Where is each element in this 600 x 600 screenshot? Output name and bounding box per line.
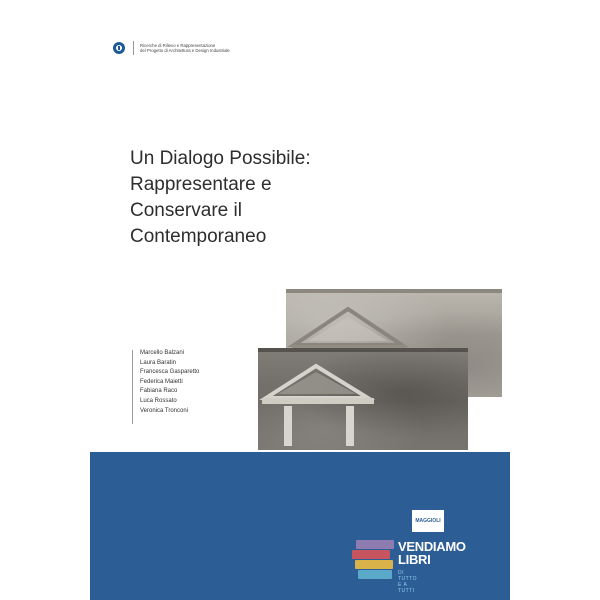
badge-brand-line-2: LIBRI <box>398 552 431 567</box>
authors-divider <box>132 350 133 424</box>
author-item: Luca Rossato <box>140 397 177 404</box>
series-header <box>113 41 230 55</box>
publisher-mark-icon: MAGGIOLI <box>412 510 444 532</box>
author-item: Federica Maietti <box>140 378 183 385</box>
cover-blue-band <box>90 452 510 600</box>
series-line-2: del Progetto di Architettura e Design Industriale <box>140 48 230 53</box>
author-item: Marcello Balzani <box>140 350 185 356</box>
title-line-4: Contemporaneo <box>130 226 267 247</box>
book-title <box>130 146 390 250</box>
author-item: Fabiana Raco <box>140 388 178 395</box>
author-item: Laura Baratin <box>140 359 177 366</box>
badge-brand <box>398 540 466 566</box>
series-line-1: Ricerche di Rilievo e Rappresentazione <box>140 42 216 48</box>
author-item: Veronica Tronconi <box>140 407 189 414</box>
badge-tagline: DI TUTTO E A TUTTI <box>398 570 418 594</box>
title-line-3: Conservare il <box>130 200 242 221</box>
badge-brand-line-1: VENDIAMO <box>398 539 466 554</box>
series-divider <box>133 41 134 55</box>
publisher-logo-icon <box>113 42 125 54</box>
title-line-1: Un Dialogo Possibile: <box>130 148 311 169</box>
stone-relief-photo-front <box>258 348 468 450</box>
title-line-2: Rappresentare e <box>130 174 272 195</box>
authors-list <box>140 349 199 416</box>
author-item: Francesca Gasparetto <box>140 369 200 376</box>
series-text <box>140 43 230 54</box>
